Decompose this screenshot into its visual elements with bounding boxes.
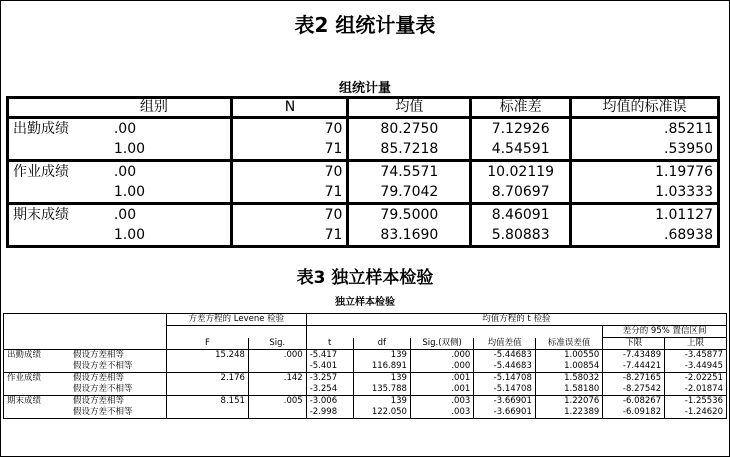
row-group: 1.00 — [113, 184, 146, 200]
row-F — [167, 407, 249, 419]
row-n: 71 — [232, 225, 348, 247]
row-lower: -6.08267 — [603, 396, 665, 408]
row-df: 139 — [353, 350, 410, 362]
row-subject: 作业成绩 — [8, 161, 110, 183]
row-n: 71 — [232, 182, 348, 204]
row-sig2: .003 — [410, 396, 473, 408]
col-header-F: F — [167, 338, 249, 350]
row-t: -3.254 — [306, 384, 353, 396]
col-header-lower: 下限 — [603, 338, 665, 350]
row-lower: -7.43489 — [603, 350, 665, 362]
col-header-df: df — [353, 338, 410, 350]
row-F: 2.176 — [167, 373, 249, 385]
row-mean: 85.7218 — [348, 139, 471, 161]
row-se-diff: 1.22389 — [535, 407, 602, 419]
row-sig2: .001 — [410, 373, 473, 385]
col-header-upper: 上限 — [665, 338, 727, 350]
row-df: 135.788 — [353, 384, 410, 396]
row-group: .00 — [110, 204, 232, 226]
row-t: -5.417 — [306, 350, 353, 362]
row-sig: .142 — [248, 373, 306, 385]
table-row — [8, 225, 719, 247]
row-sig: .005 — [248, 396, 306, 408]
row-assumption: 假设方差相等 — [70, 373, 167, 385]
row-subject — [4, 384, 71, 396]
row-se-diff: 1.22076 — [535, 396, 602, 408]
row-sd: 8.46091 — [471, 204, 571, 226]
row-subject: 出勤成绩 — [4, 350, 71, 362]
row-n: 71 — [232, 139, 348, 161]
row-upper: -1.25536 — [665, 396, 727, 408]
row-subject — [8, 225, 110, 247]
row-assumption: 假设方差相等 — [70, 350, 167, 362]
row-mean: 74.5571 — [348, 161, 471, 183]
row-sig — [248, 384, 306, 396]
col-header-se: 均值的标准误 — [571, 98, 719, 118]
row-mean-diff: -5.44683 — [474, 350, 536, 362]
row-se-diff: 1.58180 — [535, 384, 602, 396]
col-header-n: N — [232, 98, 348, 118]
row-group: .00 — [110, 161, 232, 183]
row-upper: -2.01874 — [665, 384, 727, 396]
col-header-t: t — [306, 338, 353, 350]
ci-header: 差分的 95% 置信区间 — [603, 326, 727, 338]
row-F: 15.248 — [167, 350, 249, 362]
row-se-diff: 1.00550 — [535, 350, 602, 362]
row-t: -3.257 — [306, 373, 353, 385]
col-header-sig2: Sig.(双侧) — [410, 338, 473, 350]
row-group: 1.00 — [113, 141, 146, 157]
row-df: 139 — [353, 396, 410, 408]
row-t: -2.998 — [306, 407, 353, 419]
row-t: -3.006 — [306, 396, 353, 408]
row-sig2: .000 — [410, 361, 473, 373]
row-se: .68938 — [571, 225, 719, 247]
row-se: 1.01127 — [571, 204, 719, 226]
row-group: 1.00 — [113, 227, 146, 243]
ttest-header-row-1 — [4, 314, 727, 326]
row-sig — [248, 407, 306, 419]
table-row — [4, 396, 727, 408]
row-lower: -8.27542 — [603, 384, 665, 396]
row-sig2: .003 — [410, 407, 473, 419]
table-row — [4, 350, 727, 362]
row-n: 70 — [232, 118, 348, 140]
table3-title: 表3 独立样本检验 — [296, 268, 434, 288]
row-sig2: .000 — [410, 350, 473, 362]
table-row — [4, 361, 727, 373]
row-upper: -3.45877 — [665, 350, 727, 362]
row-subject — [4, 361, 71, 373]
row-sd: 10.02119 — [471, 161, 571, 183]
group-stats-header-row — [8, 98, 719, 118]
col-header-sig: Sig. — [248, 338, 306, 350]
row-sig: .000 — [248, 350, 306, 362]
row-df: 116.891 — [353, 361, 410, 373]
row-subject: 期末成绩 — [8, 204, 110, 226]
row-mean: 79.5000 — [348, 204, 471, 226]
independent-samples-test-table — [3, 313, 727, 419]
table-row — [8, 161, 719, 183]
col-header-mean-diff: 均值差值 — [474, 338, 536, 350]
row-mean: 80.2750 — [348, 118, 471, 140]
row-lower: -8.27165 — [603, 373, 665, 385]
row-assumption: 假设方差不相等 — [73, 361, 133, 371]
row-upper: -2.02251 — [665, 373, 727, 385]
corner-cell — [4, 314, 167, 350]
row-sd: 4.54591 — [471, 139, 571, 161]
row-sd: 8.70697 — [471, 182, 571, 204]
table2-title: 表2 组统计量表 — [294, 13, 436, 37]
row-se: 1.19776 — [571, 161, 719, 183]
row-mean-diff: -3.66901 — [474, 396, 536, 408]
col-header-se-diff: 标准误差值 — [535, 338, 602, 350]
row-mean: 79.7042 — [348, 182, 471, 204]
row-sd: 5.80883 — [471, 225, 571, 247]
row-lower: -7.44421 — [603, 361, 665, 373]
col-header-subject — [8, 98, 110, 118]
row-df: 139 — [353, 373, 410, 385]
row-n: 70 — [232, 204, 348, 226]
group-stats-table — [6, 96, 720, 248]
levene-header: 方差方程的 Levene 检验 — [167, 314, 307, 326]
row-mean-diff: -5.14708 — [474, 384, 536, 396]
row-subject: 出勤成绩 — [13, 121, 69, 137]
row-se: .53950 — [571, 139, 719, 161]
table-row — [8, 118, 719, 140]
row-lower: -6.09182 — [603, 407, 665, 419]
row-t: -5.401 — [306, 361, 353, 373]
row-sd: 7.12926 — [471, 118, 571, 140]
table-row — [8, 139, 719, 161]
row-subject: 作业成绩 — [4, 373, 71, 385]
row-se: 1.03333 — [571, 182, 719, 204]
row-upper: -3.44945 — [665, 361, 727, 373]
row-se: .85211 — [571, 118, 719, 140]
row-assumption: 假设方差不相等 — [73, 384, 133, 394]
row-subject — [4, 407, 71, 419]
row-upper: -1.24620 — [665, 407, 727, 419]
row-assumption: 假设方差不相等 — [73, 407, 133, 417]
table-row — [4, 407, 727, 419]
row-F — [167, 361, 249, 373]
col-header-group: 组别 — [110, 98, 232, 118]
row-sig — [248, 361, 306, 373]
table-row — [4, 384, 727, 396]
ttest-header: 均值方程的 t 检验 — [306, 314, 726, 326]
row-mean-diff: -5.44683 — [474, 361, 536, 373]
row-F: 8.151 — [167, 396, 249, 408]
row-subject: 期末成绩 — [4, 396, 71, 408]
group-stats-subtitle: 组统计量 — [338, 81, 391, 96]
table-row — [8, 204, 719, 226]
row-assumption: 假设方差相等 — [70, 396, 167, 408]
row-se-diff: 1.58032 — [535, 373, 602, 385]
row-se-diff: 1.00854 — [535, 361, 602, 373]
row-df: 122.050 — [353, 407, 410, 419]
row-mean-diff: -3.66901 — [474, 407, 536, 419]
row-n: 70 — [232, 161, 348, 183]
row-subject — [8, 139, 110, 161]
row-mean-diff: -5.14708 — [474, 373, 536, 385]
row-F — [167, 384, 249, 396]
row-sig2: .001 — [410, 384, 473, 396]
col-header-sd: 标准差 — [471, 98, 571, 118]
row-subject — [8, 182, 110, 204]
col-header-mean: 均值 — [348, 98, 471, 118]
row-group: .00 — [113, 121, 137, 137]
ttest-subtitle: 独立样本检验 — [335, 297, 395, 308]
table-row — [8, 182, 719, 204]
row-mean: 83.1690 — [348, 225, 471, 247]
table-row — [4, 373, 727, 385]
